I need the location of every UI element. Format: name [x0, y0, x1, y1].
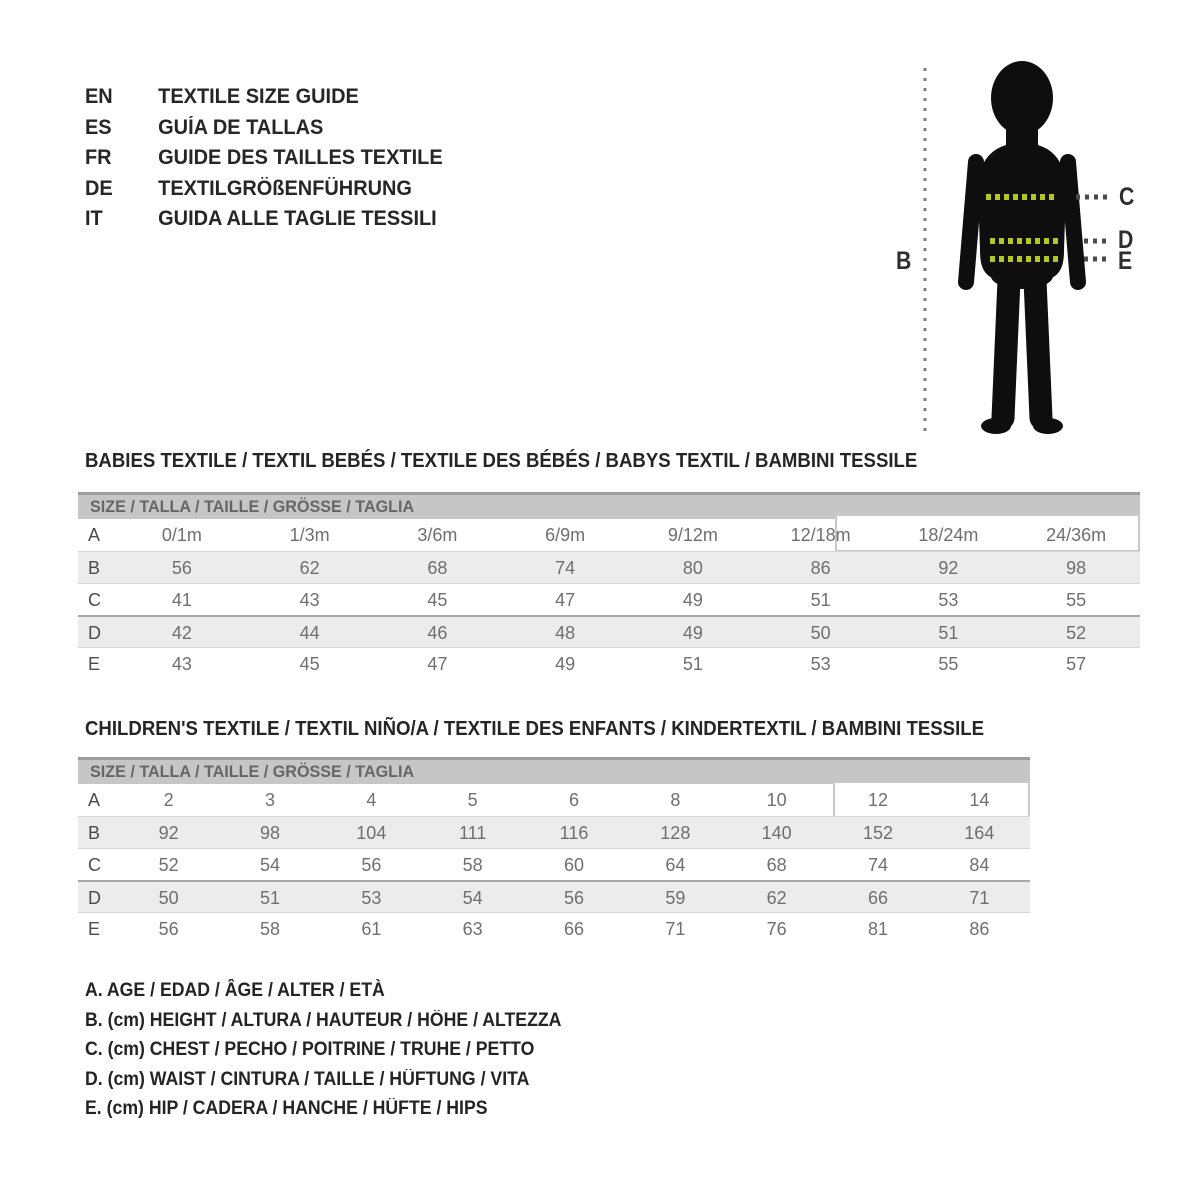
table-cell: 86: [810, 558, 831, 578]
table-cell: 14: [969, 790, 990, 810]
table-cell: 51: [810, 590, 831, 610]
table-row: [78, 551, 1140, 583]
table-cell: 74: [867, 855, 888, 875]
table-row: [78, 784, 1030, 816]
table-cell: 128: [660, 823, 691, 843]
legend-height: B. (cm) HEIGHT / ALTURA / HAUTEUR / HÖHE / ALTEZZA: [85, 1009, 562, 1031]
table-cell: 43: [299, 590, 320, 610]
table-cell: 50: [810, 623, 831, 643]
list-item: [85, 174, 443, 205]
table-cell: 56: [158, 919, 179, 939]
table-cell: 51: [938, 623, 959, 643]
table-row: [78, 880, 1030, 912]
row-label: D: [88, 888, 101, 908]
table-cell: 51: [682, 654, 703, 674]
table-cell: 47: [427, 654, 448, 674]
table-cell: 53: [810, 654, 831, 674]
language-code: ES: [85, 115, 112, 139]
table-row: [78, 848, 1030, 880]
table-cell: 81: [867, 919, 888, 939]
table-cell: 24/36m: [1046, 525, 1107, 545]
table-cell: 12/18m: [790, 525, 851, 545]
list-item: [85, 204, 443, 235]
table-cell: 86: [969, 919, 990, 939]
table-cell: 98: [1066, 558, 1087, 578]
row-label: C: [88, 590, 101, 610]
children-size-table: [78, 757, 1030, 944]
table-cell: 9/12m: [667, 525, 718, 545]
table-cell: 10: [766, 790, 787, 810]
table-cell: 3/6m: [417, 525, 458, 545]
row-label: D: [88, 623, 101, 643]
table-row: [78, 647, 1140, 679]
table-cell: 44: [299, 623, 320, 643]
language-code: IT: [85, 207, 103, 230]
table-cell: 47: [555, 590, 576, 610]
babies-size-table: [78, 492, 1140, 679]
table-cell: 48: [555, 623, 576, 643]
guide-title: GUIDA ALLE TAGLIE TESSILI: [158, 207, 437, 230]
row-label: B: [88, 823, 101, 843]
table-cell: 68: [427, 558, 448, 578]
language-code: FR: [85, 146, 112, 169]
table-cell: 56: [171, 558, 192, 578]
table-cell: 80: [682, 558, 703, 578]
guide-title: TEXTILGRÖßENFÜHRUNG: [158, 176, 412, 200]
table-cell: 54: [259, 855, 280, 875]
list-item: [85, 113, 443, 144]
hip-label: E: [1118, 247, 1133, 275]
table-cell: 56: [361, 855, 382, 875]
list-item: [85, 143, 443, 174]
table-cell: 52: [158, 855, 179, 875]
measurement-legend: [85, 976, 597, 1124]
child-silhouette: [966, 61, 1078, 434]
table-row: [78, 615, 1140, 647]
babies-section-title: BABIES TEXTILE / TEXTIL BEBÉS / TEXTILE DES BÉBÉS / BABYS TEXTIL / BAMBINI TESSILE: [85, 450, 918, 472]
table-cell: 84: [969, 855, 990, 875]
table-cell: 58: [462, 855, 483, 875]
row-label: B: [88, 558, 101, 578]
table-cell: 57: [1066, 654, 1087, 674]
table-cell: 92: [158, 823, 179, 843]
legend-hip: E. (cm) HIP / CADERA / HANCHE / HÜFTE / HIPS: [85, 1098, 488, 1119]
table-cell: 45: [299, 654, 320, 674]
table-cell: 53: [938, 590, 959, 610]
table-row: [78, 583, 1140, 615]
legend-waist: D. (cm) WAIST / CINTURA / TAILLE / HÜFTUNG / VITA: [85, 1068, 530, 1090]
guide-title: GUÍA DE TALLAS: [158, 115, 324, 139]
table-cell: 6/9m: [545, 525, 586, 545]
table-cell: 66: [563, 919, 584, 939]
table-cell: 8: [670, 790, 681, 810]
table-cell: 164: [964, 823, 995, 843]
table-cell: 140: [761, 823, 792, 843]
table-cell: 0/1m: [161, 525, 202, 545]
table-cell: 116: [559, 823, 589, 843]
table-cell: 6: [568, 790, 579, 810]
language-guide-list: [85, 82, 461, 235]
table-cell: 71: [665, 919, 686, 939]
legend-age: A. AGE / EDAD / ÂGE / ALTER / ETÀ: [85, 980, 385, 1001]
table-cell: 55: [1066, 590, 1087, 610]
table-cell: 53: [361, 888, 382, 908]
table-cell: 3: [264, 790, 275, 810]
guide-title: GUIDE DES TAILLES TEXTILE: [158, 146, 443, 169]
table-cell: 62: [299, 558, 320, 578]
legend-chest: C. (cm) CHEST / PECHO / POITRINE / TRUHE / PETTO: [85, 1039, 535, 1060]
table-cell: 111: [458, 823, 487, 843]
table-cell: 152: [862, 823, 894, 843]
table-cell: 68: [766, 855, 787, 875]
table-cell: 49: [555, 654, 576, 674]
table-cell: 58: [259, 919, 280, 939]
table-cell: 45: [427, 590, 448, 610]
table-cell: 49: [682, 623, 703, 643]
waist-label: D: [1118, 226, 1134, 254]
table-header: SIZE / TALLA / TAILLE / GRÖSSE / TAGLIA: [78, 492, 1140, 519]
table-cell: 56: [563, 888, 584, 908]
row-label: E: [88, 919, 101, 939]
table-row: [78, 816, 1030, 848]
table-cell: 42: [171, 623, 192, 643]
chest-label: C: [1119, 183, 1135, 211]
table-cell: 52: [1066, 623, 1087, 643]
table-cell: 74: [555, 558, 576, 578]
language-code: DE: [85, 176, 113, 200]
table-cell: 50: [158, 888, 179, 908]
table-cell: 5: [467, 790, 478, 810]
language-code: EN: [85, 85, 113, 108]
table-cell: 64: [665, 855, 686, 875]
table-cell: 71: [969, 888, 990, 908]
table-cell: 98: [259, 823, 280, 843]
table-cell: 66: [867, 888, 888, 908]
table-cell: 43: [171, 654, 192, 674]
table-row: [78, 912, 1030, 944]
table-cell: 18/24m: [918, 525, 979, 545]
table-cell: 76: [766, 919, 787, 939]
list-item: [85, 82, 443, 113]
table-cell: 92: [938, 558, 959, 578]
table-cell: 104: [356, 823, 387, 843]
table-cell: 59: [665, 888, 686, 908]
table-cell: 46: [427, 623, 448, 643]
table-cell: 62: [766, 888, 787, 908]
table-cell: 63: [462, 919, 483, 939]
row-label: E: [88, 654, 101, 674]
row-label: A: [88, 525, 101, 545]
row-label: C: [88, 855, 101, 875]
table-cell: 4: [366, 790, 377, 810]
table-cell: 51: [259, 888, 280, 908]
table-row: [78, 519, 1140, 551]
guide-title: TEXTILE SIZE GUIDE: [158, 85, 359, 108]
table-cell: 12: [867, 790, 888, 810]
table-cell: 49: [682, 590, 703, 610]
table-cell: 54: [462, 888, 483, 908]
table-cell: 1/3m: [289, 525, 330, 545]
table-cell: 61: [361, 919, 382, 939]
row-label: A: [88, 790, 101, 810]
height-label: B: [896, 247, 912, 275]
table-cell: 2: [163, 790, 174, 810]
table-cell: 60: [563, 855, 584, 875]
table-header: SIZE / TALLA / TAILLE / GRÖSSE / TAGLIA: [78, 757, 1030, 784]
table-cell: 41: [171, 590, 192, 610]
table-cell: 55: [938, 654, 959, 674]
children-section-title: CHILDREN'S TEXTILE / TEXTIL NIÑO/A / TEXTILE DES ENFANTS / KINDERTEXTIL / BAMBINI TESSILE: [85, 718, 985, 740]
